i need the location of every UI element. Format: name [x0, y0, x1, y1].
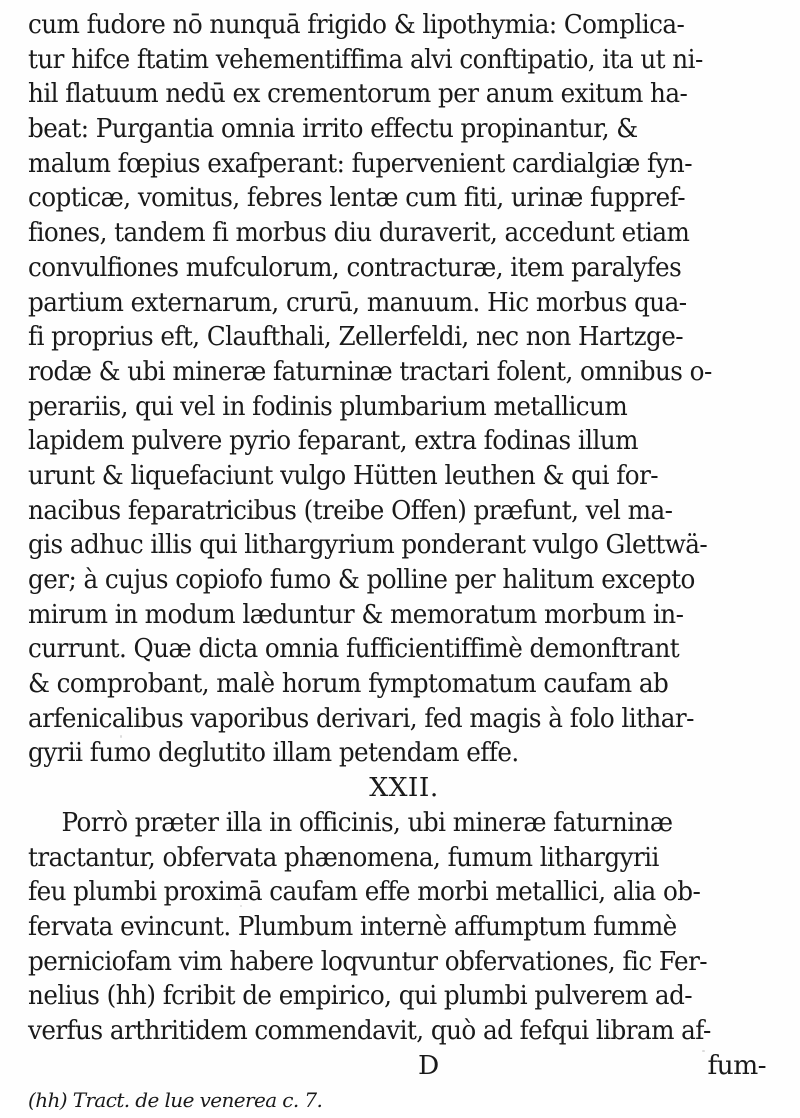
text-line: partium externarum, crurū, manuum. Hic morbus qua-: [28, 286, 687, 318]
signature-catchword-line: [28, 1049, 780, 1084]
text-line: & comprobant, malè horum fymptomatum caufam ab: [28, 668, 669, 700]
text-line: Porrò præter illa in officinis, ubi mineræ faturninæ: [61, 806, 673, 838]
text-line: fervata evincunt. Plumbum internè affumptum fummè: [28, 910, 677, 942]
section-heading: XXII.: [369, 772, 439, 804]
text-line: lapidem pulvere pyrio feparant, extra fodinas illum: [28, 425, 638, 457]
text-line: rodæ & ubi mineræ faturninæ tractari folent, omnibus o-: [28, 355, 712, 387]
text-line: arfenicalibus vaporibus derivari, fed magis à folo lithar-: [28, 702, 694, 734]
text-line: verfus arthritidem commendavit, quò ad fefqui libram af-: [28, 1014, 711, 1046]
text-line: tur hifce ftatim vehementiffima alvi conftipatio, ita ut ni-: [28, 43, 703, 75]
text-line: currunt. Quæ dicta omnia fufficientiffimè demonftrant: [28, 633, 680, 665]
catchword: fum-: [707, 1049, 766, 1081]
text-line: beat: Purgantia omnia irrito effectu propinantur, &: [28, 113, 638, 145]
text-line: hil flatuum nedū ex crementorum per anum exitum ha-: [28, 78, 688, 110]
text-line: tractantur, obfervata phænomena, fumum lithargyrii: [28, 841, 659, 873]
text-line: fiones, tandem fi morbus diu duraverit, accedunt etiam: [28, 217, 690, 249]
text-line: convulfiones mufculorum, contracturæ, item paralyfes: [28, 251, 682, 283]
text-line: gyrii fumo deglutito illam petendam effe.: [28, 737, 519, 769]
text-line: copticæ, vomitus, febres lentæ cum fiti, urinæ fuppref-: [28, 182, 686, 214]
text-line: mirum in modum læduntur & memoratum morbum in-: [28, 598, 684, 630]
text-line: nacibus feparatricibus (treibe Offen) præfunt, vel ma-: [28, 494, 673, 526]
text-line: malum fœpius exafperant: fupervenient cardialgiæ fyn-: [28, 147, 693, 179]
text-line: cum fudore nō nunquā frigido & lipothymia: Complica-: [28, 9, 685, 40]
body-text: [28, 8, 780, 1118]
text-line: ger; à cujus copiofo fumo & polline per halitum excepto: [28, 564, 695, 595]
text-line: urunt & liquefaciunt vulgo Hütten leuthen & qui for-: [28, 459, 659, 491]
footnote: (hh) Tract. de lue venerea c. 7.: [28, 1088, 323, 1113]
text-line: perariis, qui vel in fodinis plumbarium metallicum: [28, 390, 628, 422]
text-line: gis adhuc illis qui lithargyrium ponderant vulgo Glettwä-: [28, 529, 708, 561]
text-line: fi proprius eft, Claufthali, Zellerfeldi, nec non Hartzge-: [28, 321, 684, 353]
text-line: feu plumbi proximā caufam effe morbi metallici, alia ob-: [28, 876, 701, 908]
text-line: nelius (hh) fcribit de empirico, qui plumbi pulverem ad-: [28, 980, 693, 1012]
signature-mark: D: [418, 1049, 439, 1081]
text-line: perniciofam vim habere loqvuntur obfervationes, fic Fer-: [28, 945, 708, 977]
